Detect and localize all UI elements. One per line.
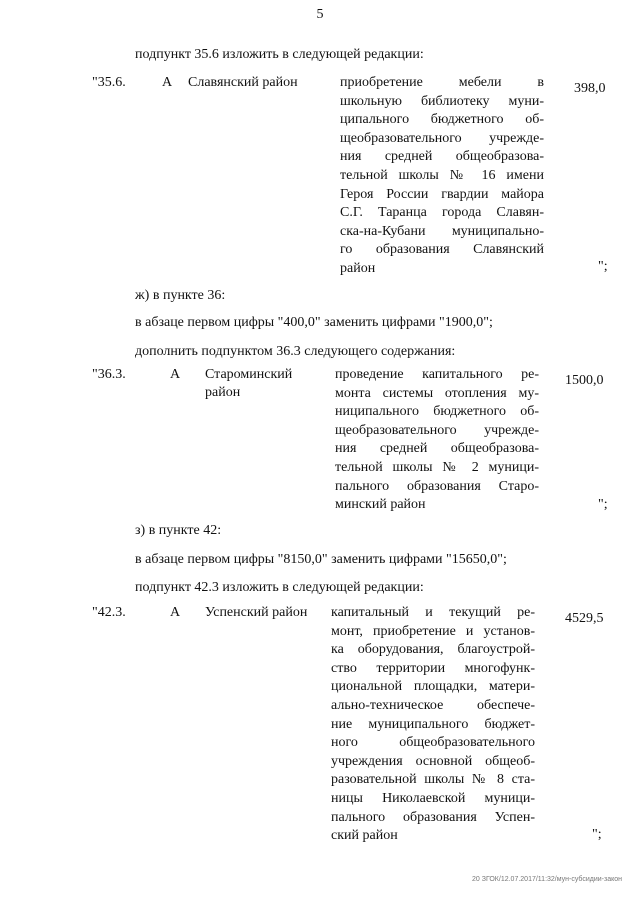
entry-amount: 398,0: [574, 81, 606, 96]
entry-category: А: [170, 605, 181, 620]
description-line: проведение капитального ре-: [335, 367, 539, 382]
instruction-point-42: з) в пункте 42:: [135, 523, 222, 538]
description-line: циональной площадки, матери-: [331, 679, 535, 695]
instruction-subpoint-35-6: подпункт 35.6 изложить в следующей редакции:: [135, 47, 424, 62]
entry-closing-quote: ";: [592, 827, 602, 842]
description-line: щеобразовательного учрежде-: [340, 130, 544, 146]
entry-amount: 4529,5: [565, 611, 604, 626]
description-line: С.Г. Таранца города Славян-: [340, 205, 544, 221]
description-line: щеобразовательного учрежде-: [335, 422, 539, 438]
description-line: приобретение мебели в: [340, 75, 544, 90]
description-line: ния средней общеобразова-: [335, 441, 539, 457]
description-line: капитальный и текущий ре-: [331, 605, 535, 620]
entry-district: Славянский район: [188, 75, 298, 90]
description-line: монта системы отопления му-: [335, 385, 539, 401]
description-line: тельной школы № 16 имени: [340, 167, 544, 183]
district-line: район: [205, 385, 241, 400]
instruction-subpoint-42-3: подпункт 42.3 изложить в следующей редакции:: [135, 580, 424, 595]
description-line: школьную библиотеку муни-: [340, 93, 544, 109]
description-line: ниципального бюджетного об-: [335, 404, 539, 420]
description-line: ство территории многофунк-: [331, 660, 535, 676]
entry-district: Успенский район: [205, 605, 308, 620]
entry-district: [205, 366, 292, 402]
description-line: ного общеобразовательного: [331, 735, 535, 751]
entry-code: "42.3.: [92, 605, 126, 620]
description-line: ально-техническое обеспече-: [331, 697, 535, 713]
document-footer-stamp: 20 ЗГОК/12.07.2017/11:32/мун-субсидии-закон: [472, 876, 622, 883]
instruction-replace-400: в абзаце первом цифры "400,0" заменить цифрами "1900,0";: [135, 315, 493, 330]
entry-closing-quote: ";: [598, 497, 608, 512]
description-line: ка оборудования, благоустрой-: [331, 642, 535, 658]
entry-code: "35.6.: [92, 75, 126, 90]
description-line: пального образования Успен-: [331, 809, 535, 825]
entry-description: [331, 604, 535, 846]
description-line: пального образования Старо-: [335, 478, 539, 494]
district-line: Староминский: [205, 367, 293, 382]
entry-code: "36.3.: [92, 367, 126, 382]
description-line: тельной школы № 2 муници-: [335, 459, 539, 475]
description-line: ницы Николаевской муници-: [331, 790, 535, 806]
instruction-point-36: ж) в пункте 36:: [135, 288, 226, 303]
description-line: ния средней общеобразова-: [340, 149, 544, 165]
entry-amount: 1500,0: [565, 373, 604, 388]
entry-category: А: [170, 367, 181, 382]
description-line: ский район: [331, 828, 398, 844]
instruction-replace-8150: в абзаце первом цифры "8150,0" заменить цифрами "15650,0";: [135, 552, 507, 567]
instruction-add-36-3: дополнить подпунктом 36.3 следующего содержания:: [135, 344, 456, 359]
description-line: разовательной школы № 8 ста-: [331, 772, 535, 788]
description-line: учреждения основной общеоб-: [331, 753, 535, 769]
description-line: монт, приобретение и установ-: [331, 623, 535, 639]
page-number: 5: [316, 7, 324, 22]
entry-category: А: [162, 75, 173, 90]
description-line: ние муниципального бюджет-: [331, 716, 535, 732]
description-line: Героя России гвардии майора: [340, 186, 544, 202]
description-line: го образования Славянский: [340, 242, 544, 258]
description-line: минский район: [335, 497, 426, 513]
entry-description: [340, 74, 544, 279]
entry-closing-quote: ";: [598, 259, 608, 274]
description-line: ципального бюджетного об-: [340, 112, 544, 128]
description-line: ска-на-Кубани муниципально-: [340, 223, 544, 239]
entry-description: [335, 366, 539, 515]
description-line: район: [340, 260, 376, 276]
